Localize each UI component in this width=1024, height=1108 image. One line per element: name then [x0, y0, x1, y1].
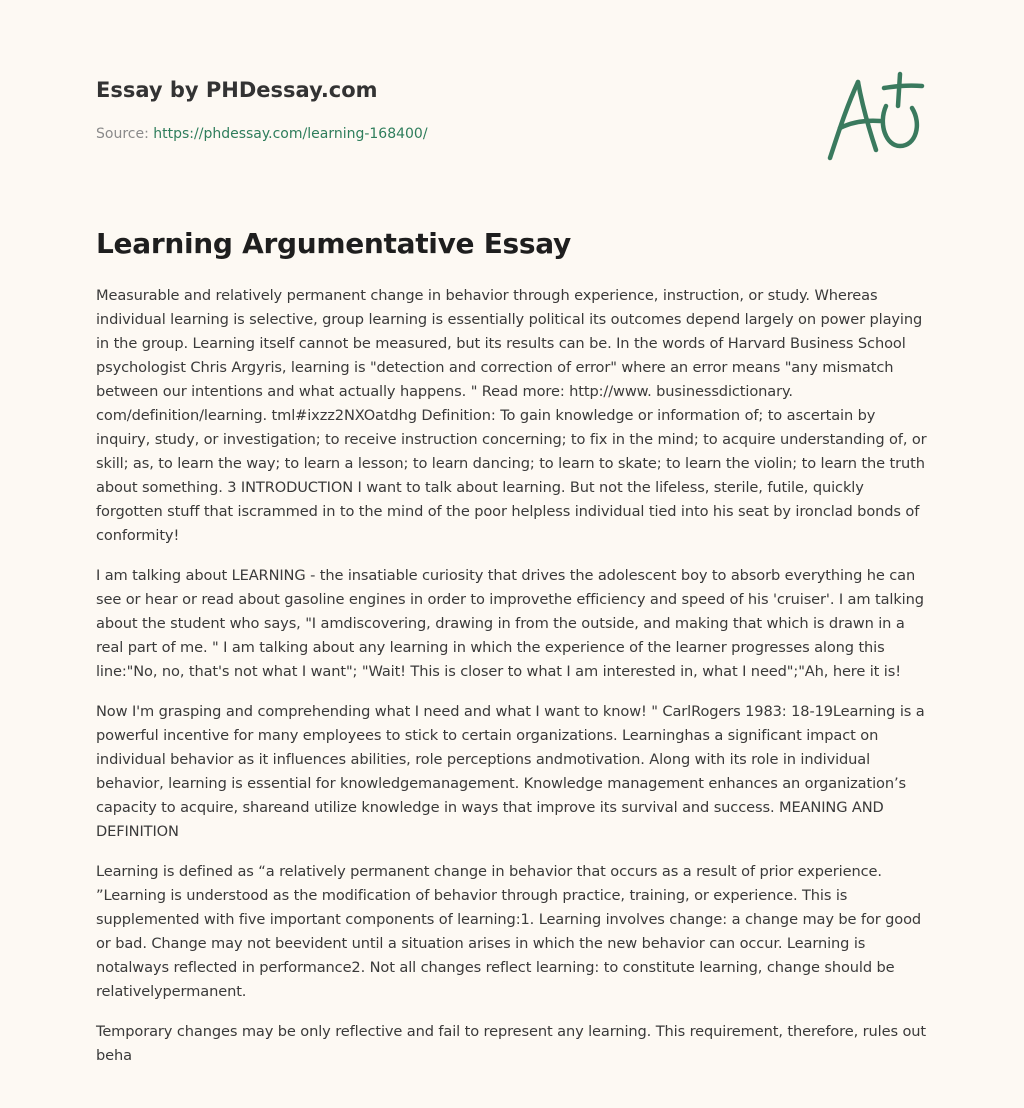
source-link[interactable]: https://phdessay.com/learning-168400/	[153, 126, 428, 142]
a-plus-logo-icon	[820, 66, 930, 166]
essay-body	[96, 284, 928, 1084]
a-plus-logo-graphic	[820, 66, 930, 166]
essay-title: Learning Argumentative Essay	[96, 227, 571, 260]
page-header	[96, 74, 796, 144]
essay-paragraph: Learning is defined as “a relatively permanent change in behavior that occurs as a result of prior experience. ”Learning is understood as the modification of behavior through practice, training, or experience. This is supplemented with five important components of learning:1. Learning involves change: a change may be for good or bad. Change may not beevident until a situation arises in which the new behavior can occur. Learning is notalways reflected in performance2. Not all changes reflect learning: to constitute learning, change should be relativelypermanent.	[96, 863, 922, 1000]
essay-paragraph: Now I'm grasping and comprehending what I need and what I want to know! " CarlRogers 1983: 18-19Learning is a powerful incentive for many employees to stick to certain organizations. Learninghas a significant impact on individual behavior as it influences abilities, role perceptions andmotivation. Along with its role in individual behavior, learning is essential for knowledgemanagement. Knowledge management enhances an organization’s capacity to acquire, shareand utilize knowledge in ways that improve its survival and success. MEANING AND DEFINITION	[96, 703, 925, 840]
site-title: Essay by PHDessay.com	[96, 78, 378, 102]
essay-paragraph: Temporary changes may be only reflective and fail to represent any learning. This requirement, therefore, rules out beha	[96, 1023, 926, 1064]
essay-paragraph: I am talking about LEARNING - the insatiable curiosity that drives the adolescent boy to absorb everything he can see or hear or read about gasoline engines in order to improvethe efficiency and speed of his 'cruiser'. I am talking about the student who says, "I amdiscovering, drawing in from the outside, and making that which is drawn in a real part of me. " I am talking about any learning in which the experience of the learner progresses along this line:"No, no, that's not what I want"; "Wait! This is closer to what I am interested in, what I need";"Ah, here it is!	[96, 567, 924, 680]
source-line	[96, 124, 796, 144]
essay-paragraph: Measurable and relatively permanent change in behavior through experience, instruction, or study. Whereas individual learning is selective, group learning is essentially political its outcomes depend largely on power playing in the group. Learning itself cannot be measured, but its results can be. In the words of Harvard Business School psychologist Chris Argyris, learning is "detection and correction of error" where an error means "any mismatch between our intentions and what actually happens. " Read more: http://www. businessdictionary. com/definition/learning. tml#ixzz2NXOatdhg Definition: To gain knowledge or information of; to ascertain by inquiry, study, or investigation; to receive instruction concerning; to fix in the mind; to acquire understanding of, or skill; as, to learn the way; to learn a lesson; to learn dancing; to learn to skate; to learn the violin; to learn the truth about something. 3 INTRODUCTION I want to talk about learning. But not the lifeless, sterile, futile, quickly forgotten stuff that iscrammed in to the mind of the poor helpless individual tied into his seat by ironclad bonds of conformity!	[96, 287, 927, 544]
source-label: Source:	[96, 126, 154, 142]
